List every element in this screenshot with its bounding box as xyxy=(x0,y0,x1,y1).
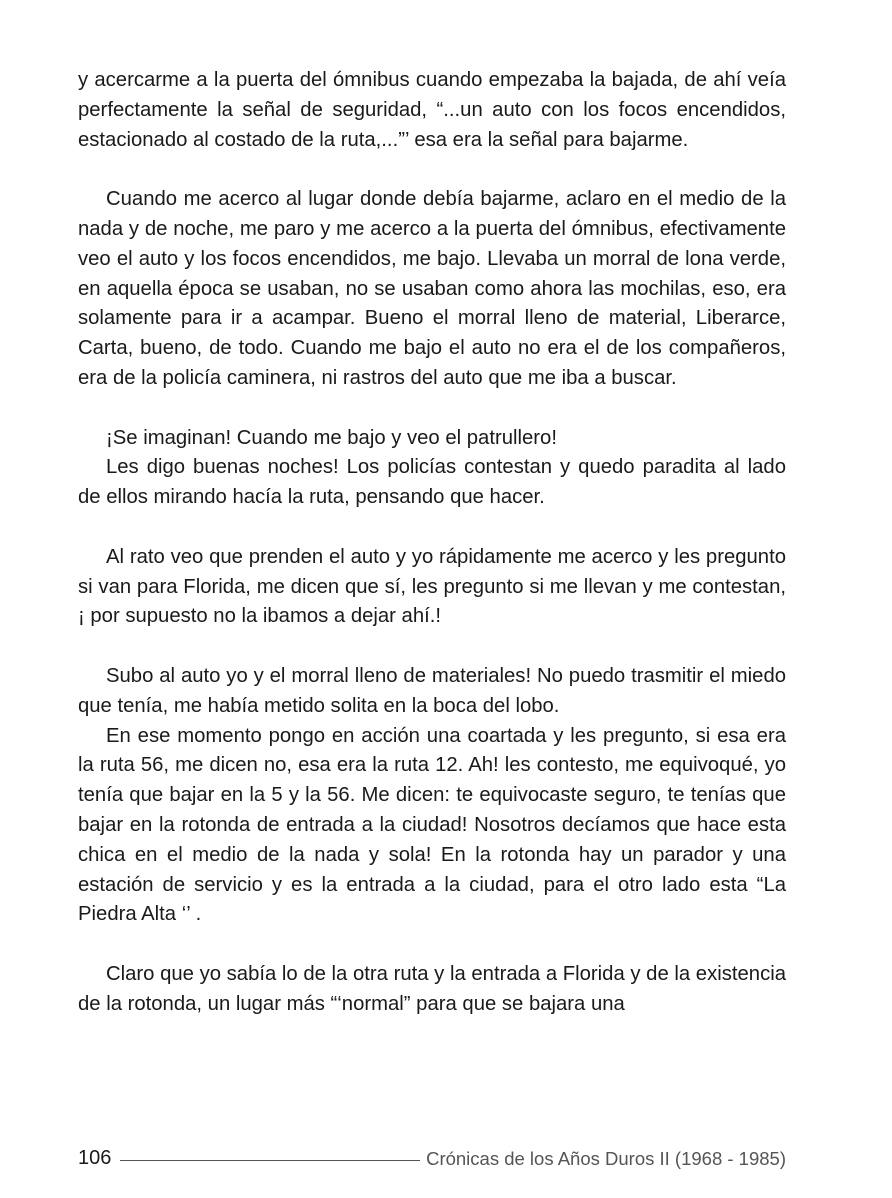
paragraph: Cuando me acerco al lugar donde debía bajarme, aclaro en el medio de la nada y de noche, me paro y me acerco a la puerta del ómnibus, efectivamente veo el auto y los focos encendidos, me bajo. Llevaba un morral de lona verde, en aquella época se usaban, no se usaban como ahora las mochilas, eso, era solamente para ir a acampar. Bueno el morral lleno de material, Liberarce, Carta, bueno, de todo. Cuando me bajo el auto no era el de los compañeros, era de la policía caminera, ni rastros del auto que me iba a buscar. xyxy=(78,188,786,389)
paragraph: Claro que yo sabía lo de la otra ruta y la entrada a Florida y de la existencia de la rotonda, un lugar más “‘normal” para que se bajara una xyxy=(78,962,786,1015)
paragraph: ¡Se imaginan! Cuando me bajo y veo el patrullero! xyxy=(106,426,557,449)
footer-divider xyxy=(120,1160,420,1161)
paragraph: Subo al auto yo y el morral lleno de materiales! No puedo trasmitir el miedo que tenía, me había metido solita en la boca del lobo. xyxy=(78,664,786,717)
paragraph: Les digo buenas noches! Los policías contestan y quedo paradita al lado de ellos mirando hacía la ruta, pensando que hacer. xyxy=(78,456,786,509)
running-title: Crónicas de los Años Duros II (1968 - 1985) xyxy=(426,1148,786,1169)
body-text xyxy=(78,66,786,1020)
paragraph: y acercarme a la puerta del ómnibus cuando empezaba la bajada, de ahí veía perfectamente la señal de seguridad, “...un auto con los focos encendidos, estacionado al costado de la ruta,...”’ esa era la señal para bajarme. xyxy=(78,69,786,151)
paragraph: Al rato veo que prenden el auto y yo rápidamente me acerco y les pregunto si van para Florida, me dicen que sí, les pregunto si me llevan y me contestan, ¡ por supuesto no la ibamos a dejar ahí.! xyxy=(78,545,786,628)
paragraph: En ese momento pongo en acción una coartada y les pregunto, si esa era la ruta 56, me dicen no, esa era la ruta 12. Ah! les contesto, me equivoqué, yo tenía que bajar en la 5 y la 56. Me dicen: te equivocaste seguro, te tenías que bajar en la rotonda de entrada a la ciudad! Nosotros decíamos que hace esta chica en el medio de la nada y sola! En la rotonda hay un parador y una estación de servicio y es la entrada a la ciudad, para el otro lado esta “La Piedra Alta ‘’ . xyxy=(78,724,786,926)
page-footer xyxy=(78,1145,786,1173)
page-number: 106 xyxy=(78,1147,112,1169)
